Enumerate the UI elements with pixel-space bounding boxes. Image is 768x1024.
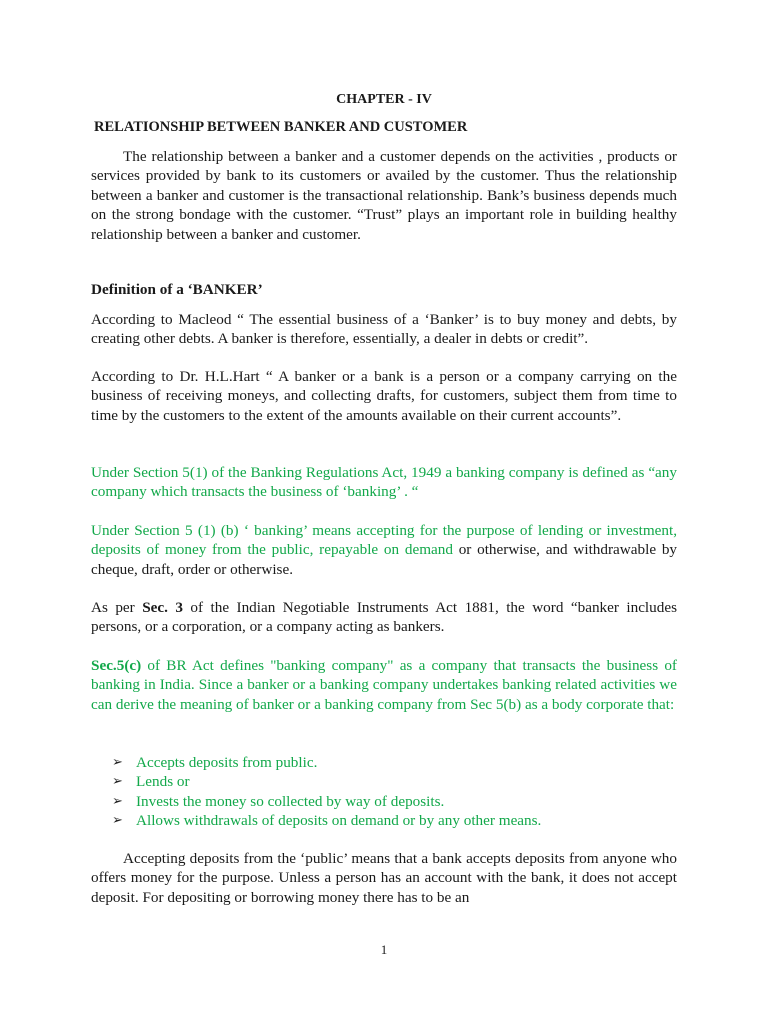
list-item [112,792,541,811]
chapter-heading-text: CHAPTER - IV [336,92,432,107]
section-title: RELATIONSHIP BETWEEN BANKER AND CUSTOMER [94,119,468,135]
list-item-text: Lends or [136,773,190,791]
sec-3-paragraph [91,598,677,637]
page-number: 1 [380,942,388,957]
list-item [112,811,541,830]
sec-3-bold-reference: Sec. 3 [142,599,183,616]
definition-heading: Definition of a ‘BANKER’ [91,281,263,298]
list-item [112,753,541,772]
closing-paragraph: Accepting deposits from the ‘public’ means that a bank accepts deposits from anyone who offers money for the purpose. Unless a person has an account with the bank, it does not accept deposit. For depositing or borrowing money there has to be an [91,850,677,906]
section-5-1-b-paragraph [91,521,677,579]
section-5-1-b-green-text: Under Section 5 (1) (b) ‘ banking’ means accepting for the purpose of lending or investment, deposits of money from the public, repayable on demand [91,522,677,559]
body-corporate-criteria-list [112,753,541,831]
section-5-1-paragraph: Under Section 5(1) of the Banking Regulations Act, 1949 a banking company is defined as “any company which transacts the business of ‘banking’ . “ [91,464,677,501]
sec-3-rest: of the Indian Negotiable Instruments Act 1881, the word “banker includes persons, or a corporation, or a company acting as bankers. [91,599,677,636]
arrowhead-bullet-icon: ➢ [112,813,123,829]
intro-paragraph: The relationship between a banker and a customer depends on the activities , products or services provided by bank to its customers or availed by the customer. Thus the relationship between a banker and customer is the transactional relationship. Bank’s business depends much on the strong bondage with the customer. “Trust” plays an important role in building healthy relationship between a banker and customer. [91,148,677,243]
sec-5c-paragraph [91,656,677,714]
sec-5c-bold-reference: Sec.5(c) [91,657,142,674]
list-item-text: Accepts deposits from public. [136,754,318,771]
section-5-1-b-black-text: or otherwise, and withdrawable by cheque, draft, order or otherwise. [91,541,678,578]
sec-3-prefix: As per [91,599,143,616]
chapter-heading [0,92,768,108]
arrowhead-bullet-icon: ➢ [112,755,123,770]
hart-definition-paragraph: According to Dr. H.L.Hart “ A banker or a bank is a person or a company carrying on the business of receiving moneys, and collecting drafts, for customers, subject them from time to time by the customers to the extent of the amounts available on their current accounts”. [91,368,677,424]
list-item [112,772,541,791]
arrowhead-bullet-icon: ➢ [112,793,123,809]
arrowhead-bullet-icon: ➢ [112,774,123,790]
sec-5c-rest: of BR Act defines "banking company" as a company that transacts the business of banking in India. Since a banker or a banking company undertakes banking related activities we can derive the meaning of banker or a banking company from Sec 5(b) as a body corporate that: [91,657,677,713]
list-item-text: Allows withdrawals of deposits on demand or by any other means. [136,812,542,830]
list-item-text: Invests the money so collected by way of deposits. [136,792,445,810]
macleod-definition-paragraph: According to Macleod “ The essential business of a ‘Banker’ is to buy money and debts, by creating other debts. A banker is therefore, essentially, a dealer in debts or credit”. [91,311,677,348]
